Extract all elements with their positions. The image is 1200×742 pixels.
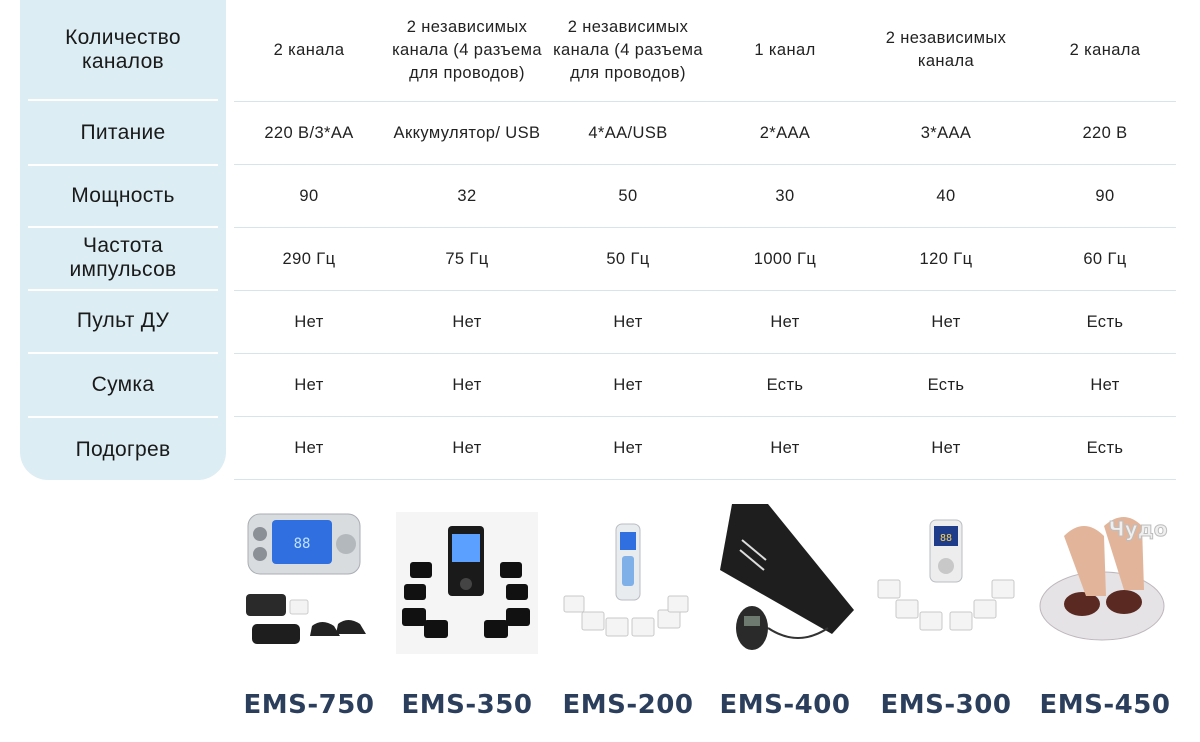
ems-350-device-image: [396, 512, 538, 654]
cell-bag: Нет: [1090, 375, 1120, 394]
model-name: EMS-200: [562, 690, 694, 720]
cell-channels: 2 независимых канала (4 разъема для проводов): [553, 17, 703, 82]
model-name: EMS-750: [243, 690, 375, 720]
cell-power-supply: 3*ААА: [920, 123, 972, 142]
device-screen-digits: 88: [939, 533, 953, 544]
cell-channels: 1 канал: [754, 40, 816, 59]
ems-450-device-image: [1034, 506, 1174, 656]
cell-remote-control: Нет: [452, 312, 482, 331]
cell-remote-control: Есть: [1086, 312, 1124, 331]
cell-pulse-frequency: 120 Гц: [919, 249, 973, 268]
cell-power: 40: [936, 186, 956, 205]
label-row-3: Частота импульсов: [69, 234, 177, 281]
label-row-2: Мощность: [71, 184, 175, 207]
cell-channels: 2 канала: [273, 40, 345, 59]
label-row-4: Пульт ДУ: [76, 309, 170, 332]
cell-power-supply: 4*АА/USB: [588, 123, 668, 142]
cell-bag: Нет: [294, 375, 324, 394]
cell-pulse-frequency: 1000 Гц: [753, 249, 817, 268]
cell-heating: Нет: [931, 438, 961, 457]
row-divider: [234, 479, 1176, 480]
cell-power: 90: [299, 186, 319, 205]
cell-heating: Нет: [613, 438, 643, 457]
cell-heating: Есть: [1086, 438, 1124, 457]
cell-bag: Нет: [613, 375, 643, 394]
cell-heating: Нет: [452, 438, 482, 457]
cell-remote-control: Нет: [294, 312, 324, 331]
watermark-logo: Чудо: [1108, 517, 1168, 541]
cell-pulse-frequency: 290 Гц: [282, 249, 336, 268]
label-row-5: Сумка: [91, 373, 155, 396]
cell-power-supply: Аккумулятор/ USB: [393, 123, 541, 142]
ems-400-device-image: [714, 500, 860, 660]
cell-power: 30: [775, 186, 795, 205]
cell-bag: Есть: [766, 375, 804, 394]
cell-power-supply: 2*ААА: [759, 123, 811, 142]
cell-pulse-frequency: 50 Гц: [606, 249, 650, 268]
cell-power: 90: [1095, 186, 1115, 205]
cell-remote-control: Нет: [613, 312, 643, 331]
label-row-6: Подогрев: [75, 438, 171, 461]
ems-750-device-image: [242, 508, 372, 658]
cell-pulse-frequency: 60 Гц: [1083, 249, 1127, 268]
model-name: EMS-450: [1039, 690, 1171, 720]
cell-power-supply: 220 В/3*АА: [264, 123, 354, 142]
cell-power: 32: [457, 186, 477, 205]
model-name: EMS-350: [401, 690, 533, 720]
cell-remote-control: Нет: [931, 312, 961, 331]
device-screen-digits: 88: [293, 536, 311, 552]
ems-300-device-image: [874, 516, 1018, 642]
model-name: EMS-300: [880, 690, 1012, 720]
label-row-1: Питание: [80, 121, 166, 144]
cell-power-supply: 220 В: [1082, 123, 1128, 142]
cell-bag: Нет: [452, 375, 482, 394]
cell-pulse-frequency: 75 Гц: [445, 249, 489, 268]
cell-bag: Есть: [927, 375, 965, 394]
cell-channels: 2 независимых канала (4 разъема для проводов): [392, 17, 542, 82]
cell-heating: Нет: [770, 438, 800, 457]
cell-remote-control: Нет: [770, 312, 800, 331]
model-name: EMS-400: [719, 690, 851, 720]
label-row-0: Количество каналов: [65, 26, 181, 73]
cell-channels: 2 канала: [1069, 40, 1141, 59]
cell-power: 50: [618, 186, 638, 205]
cell-heating: Нет: [294, 438, 324, 457]
ems-200-device-image: [556, 522, 696, 642]
cell-channels: 2 независимых канала: [885, 29, 1007, 70]
